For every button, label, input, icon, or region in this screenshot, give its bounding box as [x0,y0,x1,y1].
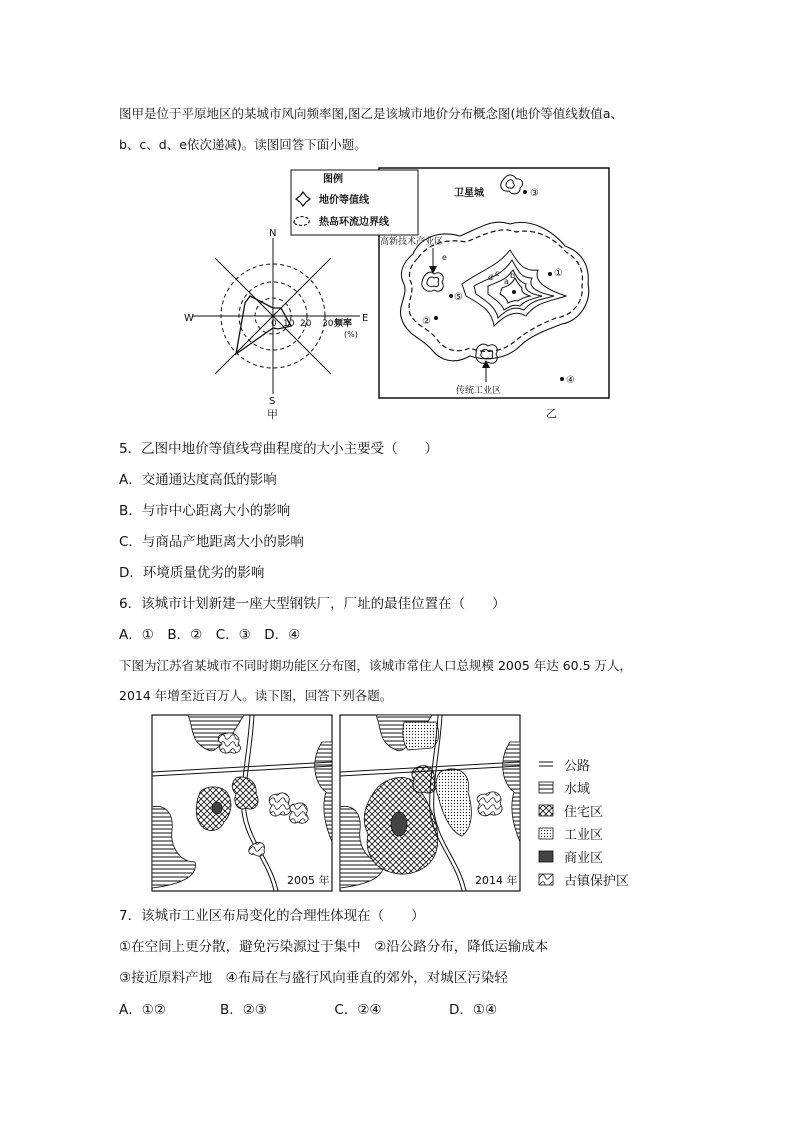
legend-title: 图例 [323,174,343,185]
caption-jia: 甲 [267,408,278,421]
traditional-zone-label: 传统工业区 [456,386,502,396]
ring-tick-10: 10 [283,319,295,329]
legend-item-residential [539,805,603,820]
question-7-options: A．①② B．②③ C．②④ D．①④ [119,1002,498,1018]
map-2005 [152,715,332,891]
figure-functional-zones [150,712,655,894]
legend-item-industrial [539,828,603,843]
question-7-stem: 7．该城市工业区布局变化的合理性体现在（ ） [119,908,425,924]
satellite-city-label: 卫星城 [454,188,484,199]
legend-item-ancient-town [539,873,629,889]
compass-east: E [362,313,369,324]
intro-text-line1: 图甲是位于平原地区的某城市风向频率图,图乙是该城市地价分布概念图(地价等值线数值a、 [119,106,624,121]
question-5-stem: 5．乙图中地价等值线弯曲程度的大小主要受（ ） [119,441,439,457]
legend-industrial-label: 工业区 [564,828,604,843]
contour-label-e: e [442,253,447,262]
ring-tick-20: 20 [300,319,312,329]
question-5-option-a: A．交通通达度高低的影响 [119,472,277,488]
question-5-option-c: C．与商品产地距离大小的影响 [119,534,304,550]
question-5-option-b: B．与市中心距离大小的影响 [119,503,291,519]
frequency-label: 频率 [334,319,353,329]
caption-yi: 乙 [546,407,557,420]
legend-residential-label: 住宅区 [564,805,604,820]
intro2-text-line1: 下图为江苏省某城市不同时期功能区分布图，该城市常住人口总规模 2005 年达 60.5 万人， [119,658,633,673]
contour-label-b: b [510,271,516,280]
compass-west: W [184,313,194,324]
site-1: ① [554,268,563,279]
legend-water-label: 水域 [564,782,591,797]
legend-item-road [539,759,590,774]
wind-rose [184,228,368,421]
site-3: ③ [530,188,539,199]
contour-label-a: a [504,277,509,286]
intro2-text-line2: 2014 年增至近百万人。读下图，回答下列各题。 [119,688,393,703]
map-2014 [340,715,520,891]
site-2: ② [422,316,431,327]
legend-ancient-town-label: 古镇保护区 [564,874,630,889]
intro-text-line2: b、c、d、e依次递减)。读图回答下面小题。 [119,137,367,152]
question-6-stem: 6．该城市计划新建一座大型钢铁厂，厂址的最佳位置在（ ） [119,596,506,612]
map-legend [291,170,418,235]
site-5: ⑤ [454,292,463,303]
legend-commercial-label: 商业区 [564,851,604,866]
question-7-statements-2: ③接近原料产地 ④布局在与盛行风向垂直的郊外，对城区污染轻 [119,970,508,986]
contour-label-d: d [488,273,494,282]
compass-north: N [269,228,277,239]
legend-item-commercial [539,850,603,866]
legend-boundary-label: 热岛环流边界线 [319,217,389,228]
site-4: ④ [566,375,575,386]
land-price-map [291,168,609,420]
question-6-options: A．① B．② C．③ D．④ [119,627,301,643]
frequency-unit: (%) [344,330,358,339]
contour-label-c: c [495,269,500,278]
ring-tick-0: 0 [271,319,277,329]
question-7-statements-1: ①在空间上更分散，避免污染源过于集中 ②沿公路分布，降低运输成本 [119,939,549,955]
compass-south: S [269,396,276,407]
ring-tick-30: 30 [322,319,334,329]
year-label-2005: 2005 年 [287,874,330,887]
legend-contour-label: 地价等值线 [319,195,369,206]
figure-wind-rose-and-land-price-map [170,166,615,424]
year-label-2014: 2014 年 [475,874,518,887]
question-5-option-d: D．环境质量优劣的影响 [119,565,265,581]
legend-item-water [539,781,590,797]
hitech-zone-label: 高新技术产业区 [380,237,444,247]
legend-road-label: 公路 [564,759,591,774]
zone-legend [539,759,629,889]
